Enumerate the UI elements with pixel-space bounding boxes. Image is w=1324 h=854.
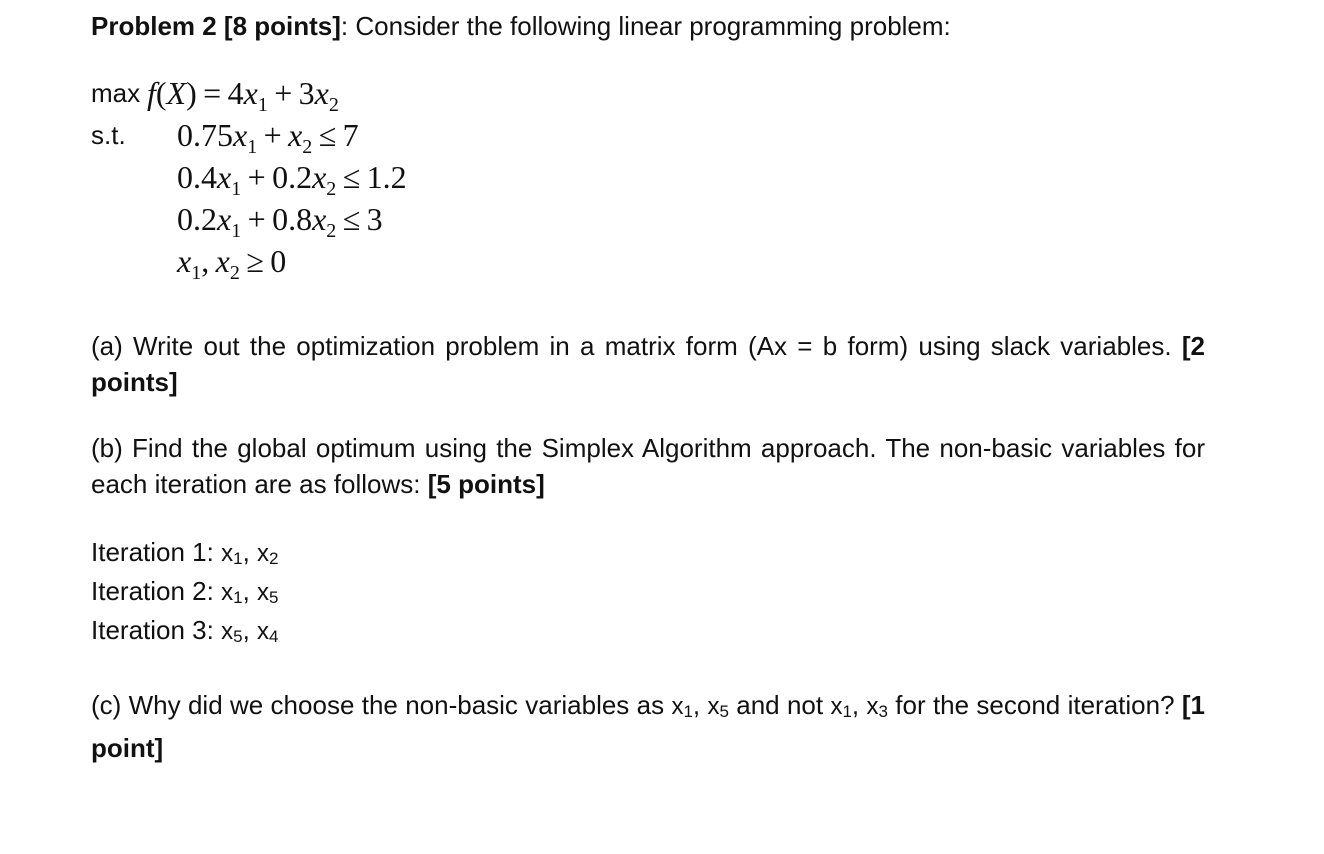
iteration-list (91, 536, 1205, 653)
iteration-2-label: Iteration 2: (91, 576, 214, 606)
objective-label: max (91, 78, 141, 108)
part-b-text: (b) Find the global optimum using the Simplex Algorithm approach. The non-basic variables for each iteration are as follows: (91, 433, 1205, 499)
constraint-2: $0.4x_1 + 0.2x_2 \le 1.2$ (177, 159, 407, 200)
lp-formulation (91, 72, 1205, 282)
part-c-points: [1 point] (91, 690, 1205, 763)
part-a-text: (a) Write out the optimization problem in a matrix form (Ax = b form) using slack variables. (91, 331, 1172, 361)
constraint-3: $0.2x_1 + 0.8x_2 \le 3$ (177, 201, 383, 242)
problem-heading-rest: : Consider the following linear programming problem: (340, 11, 951, 41)
constraint-1: $0.75x_1 + x_2 \le 7$ (177, 117, 359, 158)
part-b (91, 430, 1205, 502)
lp-constraint-row-1 (91, 114, 691, 156)
iteration-3-vars: x5, x4 (221, 615, 279, 646)
part-c (91, 687, 1205, 766)
part-c-text: (c) Why did we choose the non-basic variables as x1, x5 and not x1, x3 for the second iteration? (91, 690, 1175, 721)
problem-heading (91, 8, 1205, 44)
lp-constraint-row-4 (91, 240, 691, 282)
lp-constraint-row-2 (91, 156, 691, 198)
problem-heading-bold: Problem 2 [8 points] (91, 11, 341, 41)
constraint-label: s.t. (91, 120, 126, 150)
iteration-1-vars: x1, x2 (221, 537, 279, 568)
iteration-1-label: Iteration 1: (91, 537, 214, 567)
lp-constraint-row-3 (91, 198, 691, 240)
iteration-1 (91, 536, 1205, 575)
part-b-points: [5 points] (427, 469, 545, 499)
iteration-3-label: Iteration 3: (91, 615, 214, 645)
iteration-2 (91, 575, 1205, 614)
iteration-2-vars: x1, x5 (221, 576, 279, 607)
objective-function: $f(X) = 4x_1 + 3x_2$ (147, 75, 339, 116)
lp-objective-row (91, 72, 339, 116)
document-page (91, 8, 1205, 766)
nonnegativity-constraint: $x_1$, $x_2 \ge 0$ (177, 243, 287, 284)
part-a (91, 328, 1205, 400)
iteration-3 (91, 614, 1205, 653)
part-a-points: [2 points] (91, 331, 1205, 397)
